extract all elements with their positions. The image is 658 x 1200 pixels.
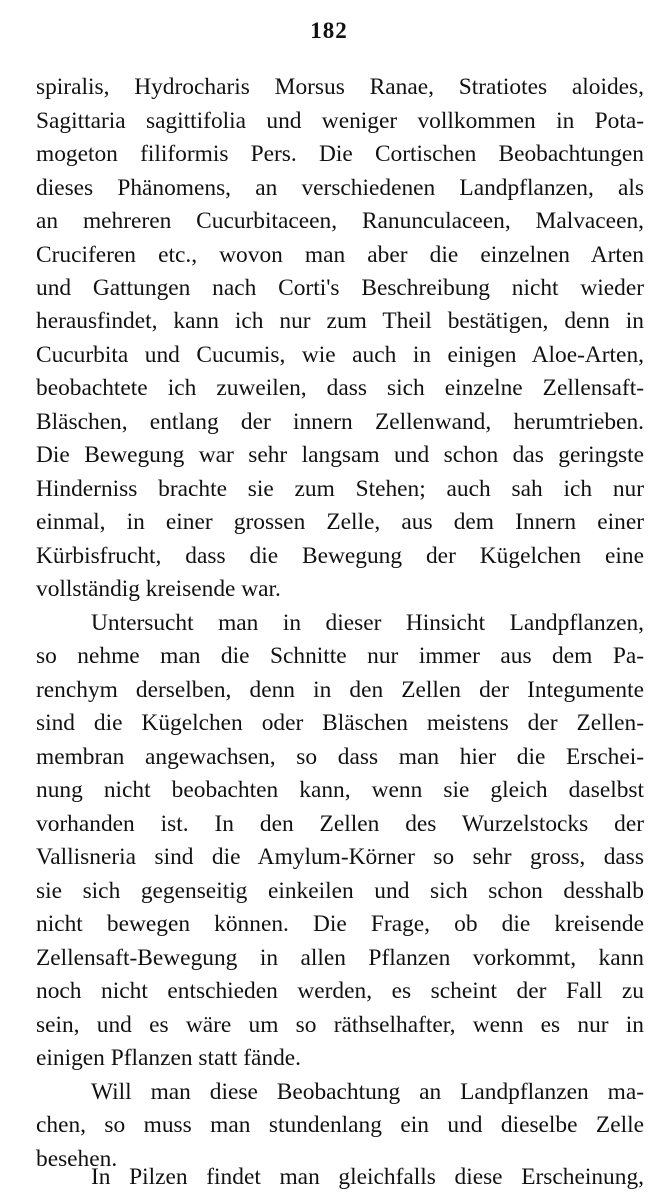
text-line: besehen.	[36, 1146, 118, 1172]
text-line: nung nicht beobachten kann, wenn sie gleich daselbst	[36, 777, 644, 803]
text-line: und Gattungen nach Corti's Beschreibung nicht wieder	[36, 275, 644, 301]
text-line: an mehreren Cucurbitaceen, Ranunculaceen, Malvaceen,	[36, 208, 644, 234]
text-line: herausfindet, kann ich nur zum Theil bestätigen, denn in	[36, 308, 644, 334]
text-line: sind die Kügelchen oder Bläschen meistens der Zellen-	[36, 710, 644, 736]
text-line: Zellensaft-Bewegung in allen Pflanzen vorkommt, kann	[36, 945, 644, 971]
text-line: Will man diese Beobachtung an Landpflanzen ma-	[91, 1079, 644, 1105]
text-line: einmal, in einer grossen Zelle, aus dem Innern einer	[36, 509, 644, 535]
text-line: Bläschen, entlang der innern Zellenwand, herumtrieben.	[36, 409, 644, 435]
text-line: so nehme man die Schnitte nur immer aus dem Pa-	[36, 643, 644, 669]
text-line: Cucurbita und Cucumis, wie auch in einigen Aloe-Arten,	[36, 342, 644, 368]
text-line: einigen Pflanzen statt fände.	[36, 1045, 301, 1071]
text-line: Die Bewegung war sehr langsam und schon das geringste	[36, 442, 644, 468]
text-line: chen, so muss man stundenlang ein und dieselbe Zelle	[36, 1112, 644, 1138]
text-line: vollständig kreisende war.	[36, 576, 281, 602]
text-line: noch nicht entschieden werden, es scheint der Fall zu	[36, 978, 644, 1004]
text-line: Sagittaria sagittifolia und weniger vollkommen in Pota-	[36, 108, 644, 134]
text-line: vorhanden ist. In den Zellen des Wurzelstocks der	[36, 811, 644, 837]
text-line: nicht bewegen können. Die Frage, ob die kreisende	[36, 911, 644, 937]
text-line: mogeton filiformis Pers. Die Cortischen Beobachtungen	[36, 141, 644, 167]
text-line: sie sich gegenseitig einkeilen und sich schon desshalb	[36, 878, 644, 904]
text-line: Kürbisfrucht, dass die Bewegung der Kügelchen eine	[36, 543, 644, 569]
page-number: 182	[310, 18, 348, 43]
text-line: In Pilzen findet man gleichfalls diese Erscheinung,	[91, 1164, 644, 1190]
text-line: membran angewachsen, so dass man hier die Erschei-	[36, 744, 644, 770]
text-line: spiralis, Hydrocharis Morsus Ranae, Stratiotes aloides,	[36, 74, 644, 100]
text-line: Untersucht man in dieser Hinsicht Landpflanzen,	[91, 610, 644, 636]
text-line: sein, und es wäre um so räthselhafter, wenn es nur in	[36, 1012, 644, 1038]
text-line: Cruciferen etc., wovon man aber die einzelnen Arten	[36, 242, 644, 268]
text-line: Hinderniss brachte sie zum Stehen; auch sah ich nur	[36, 476, 644, 502]
text-line: renchym derselben, denn in den Zellen der Integumente	[36, 677, 644, 703]
text-line: dieses Phänomens, an verschiedenen Landpflanzen, als	[36, 175, 644, 201]
text-line: beobachtete ich zuweilen, dass sich einzelne Zellensaft-	[36, 375, 644, 401]
text-line: Vallisneria sind die Amylum-Körner so sehr gross, dass	[36, 844, 644, 870]
